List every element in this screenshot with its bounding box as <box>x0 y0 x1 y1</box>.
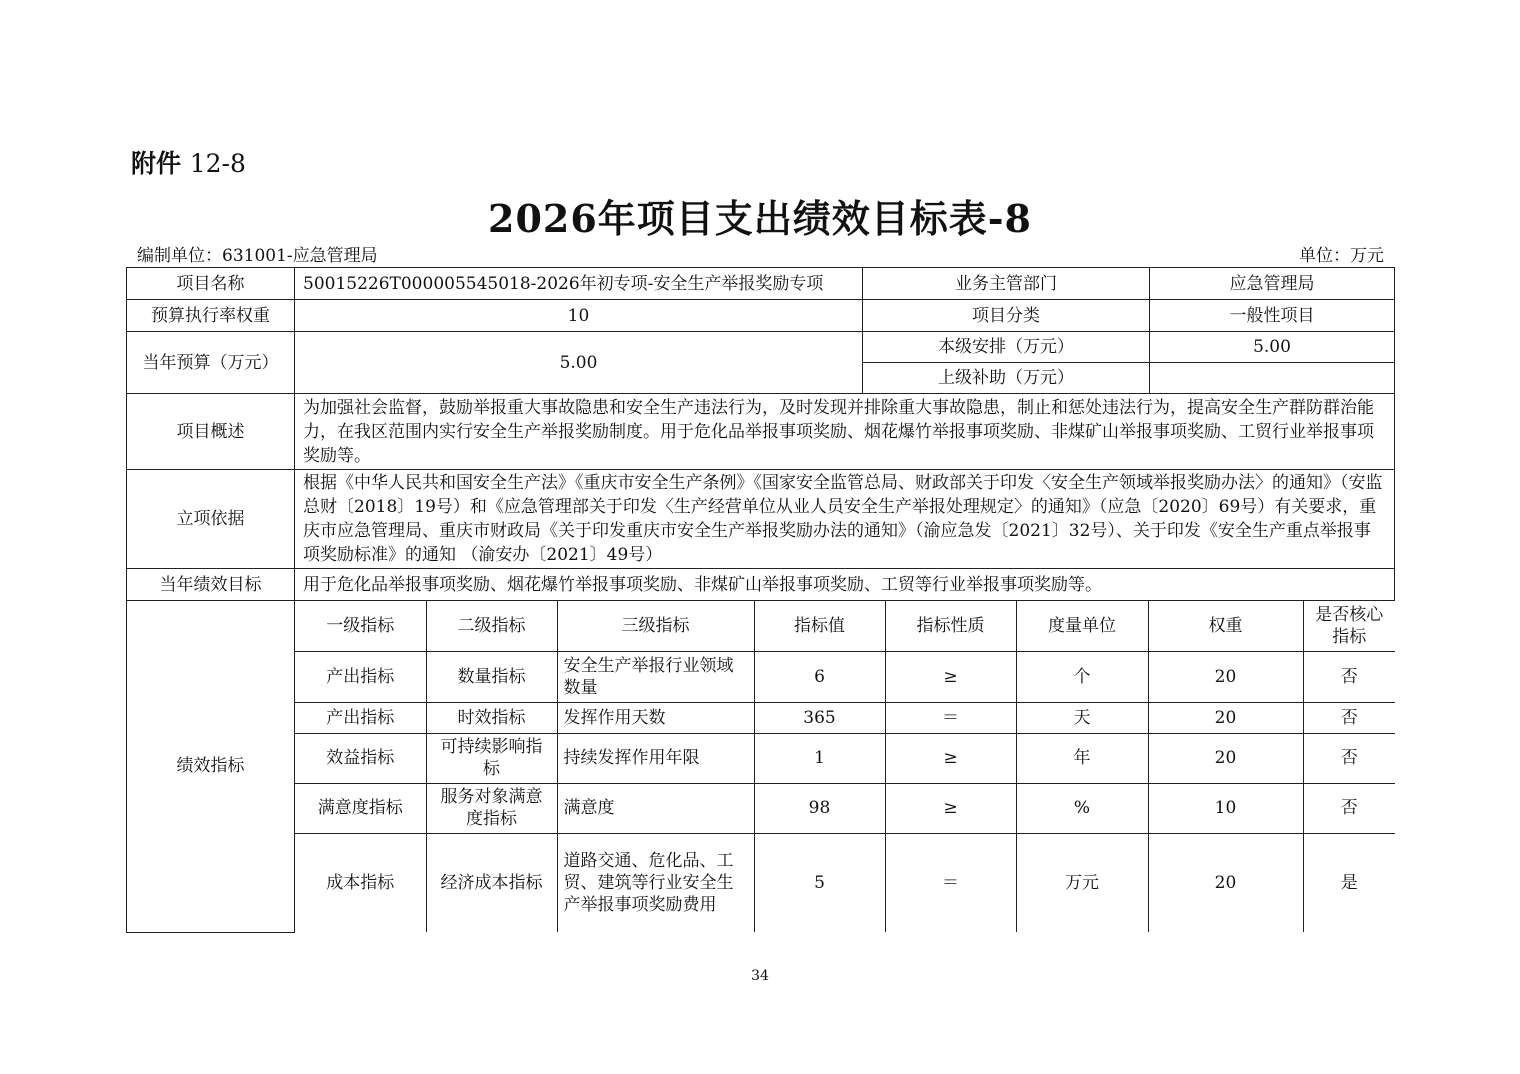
indicator-header-row <box>295 601 1395 651</box>
cell-core: 否 <box>1303 702 1395 733</box>
attachment-label <box>131 144 246 180</box>
cell-level1: 满意度指标 <box>295 783 426 833</box>
compiling-unit: 编制单位：631001-应急管理局 <box>137 246 378 266</box>
basis-text: 根据《中华人民共和国安全生产法》《重庆市安全生产条例》《国家安全监管总局、财政部关于印发〈安全生产领域举报奖励办法〉的通知》（安监总财〔2018〕19号）和《应急管理部关于印发〈生产经营单位从业人员安全生产举报处理规定〉的通知》（应急〔2020〕69号）有关要求，重庆市应急管理局、重庆市财政局《关于印发重庆市安全生产举报奖励办法的通知》（渝应急发〔2021〕32号）、关于印发《安全生产重点举报事项奖励标准》的通知 （渝安办〔2021〕49号） <box>295 470 1395 569</box>
cell-unit: 年 <box>1016 733 1148 783</box>
upper-label: 上级补助（万元） <box>863 363 1150 394</box>
cell-level1: 成本指标 <box>295 833 426 932</box>
local-label: 本级安排（万元） <box>863 332 1150 363</box>
cell-level2: 可持续影响指标 <box>426 733 557 783</box>
header-level3: 三级指标 <box>557 601 754 651</box>
local-value: 5.00 <box>1150 332 1395 363</box>
cell-value: 1 <box>754 733 885 783</box>
goal-text: 用于危化品举报事项奖励、烟花爆竹举报事项奖励、非煤矿山举报事项奖励、工贸等行业举报事项奖励等。 <box>295 569 1395 601</box>
cell-nature: ＝ <box>885 702 1016 733</box>
table-row <box>295 833 1395 932</box>
attachment-text: 附件 <box>131 149 182 178</box>
cell-value: 98 <box>754 783 885 833</box>
header-level1: 一级指标 <box>295 601 426 651</box>
page-number: 34 <box>751 968 769 984</box>
performance-target-table <box>126 267 1395 933</box>
dept-value: 应急管理局 <box>1150 268 1395 300</box>
cell-core: 否 <box>1303 651 1395 702</box>
overview-label: 项目概述 <box>127 394 295 470</box>
cell-level1: 效益指标 <box>295 733 426 783</box>
header-weight: 权重 <box>1148 601 1303 651</box>
header-core: 是否核心指标 <box>1303 601 1395 651</box>
cell-level2: 服务对象满意度指标 <box>426 783 557 833</box>
cell-value: 6 <box>754 651 885 702</box>
cell-nature: ≥ <box>885 651 1016 702</box>
header-value: 指标值 <box>754 601 885 651</box>
weight-value: 10 <box>295 300 863 332</box>
cell-unit: 天 <box>1016 702 1148 733</box>
performance-section-label: 绩效指标 <box>127 601 295 933</box>
goal-label: 当年绩效目标 <box>127 569 295 601</box>
page-title: 2026年项目支出绩效目标表-8 <box>488 196 1032 241</box>
category-label: 项目分类 <box>863 300 1150 332</box>
cell-level3: 满意度 <box>557 783 754 833</box>
table-row <box>295 783 1395 833</box>
cell-nature: ≥ <box>885 733 1016 783</box>
cell-weight: 20 <box>1148 833 1303 932</box>
project-name-label: 项目名称 <box>127 268 295 300</box>
table-row <box>295 702 1395 733</box>
cell-level3: 道路交通、危化品、工贸、建筑等行业安全生产举报事项奖励费用 <box>557 833 754 932</box>
cell-level2: 经济成本指标 <box>426 833 557 932</box>
cell-core: 否 <box>1303 733 1395 783</box>
performance-indicator-table <box>295 601 1395 932</box>
cell-nature: ≥ <box>885 783 1016 833</box>
table-row <box>295 651 1395 702</box>
cell-weight: 20 <box>1148 702 1303 733</box>
cell-value: 365 <box>754 702 885 733</box>
cell-unit: 个 <box>1016 651 1148 702</box>
cell-weight: 10 <box>1148 783 1303 833</box>
cell-core: 是 <box>1303 833 1395 932</box>
cell-level3: 发挥作用天数 <box>557 702 754 733</box>
cell-level3: 安全生产举报行业领域数量 <box>557 651 754 702</box>
cell-level2: 时效指标 <box>426 702 557 733</box>
weight-label: 预算执行率权重 <box>127 300 295 332</box>
cell-level1: 产出指标 <box>295 651 426 702</box>
project-name-value: 50015226T000005545018-2026年初专项-安全生产举报奖励专项 <box>295 268 863 300</box>
attachment-number: 12-8 <box>189 149 246 178</box>
header-unit: 度量单位 <box>1016 601 1148 651</box>
budget-label: 当年预算（万元） <box>127 332 295 394</box>
header-level2: 二级指标 <box>426 601 557 651</box>
cell-value: 5 <box>754 833 885 932</box>
cell-weight: 20 <box>1148 733 1303 783</box>
cell-nature: ＝ <box>885 833 1016 932</box>
cell-weight: 20 <box>1148 651 1303 702</box>
cell-level1: 产出指标 <box>295 702 426 733</box>
upper-value <box>1150 363 1395 394</box>
cell-unit: 万元 <box>1016 833 1148 932</box>
currency-unit: 单位：万元 <box>1299 246 1384 266</box>
cell-level3: 持续发挥作用年限 <box>557 733 754 783</box>
dept-label: 业务主管部门 <box>863 268 1150 300</box>
budget-value: 5.00 <box>295 332 863 394</box>
category-value: 一般性项目 <box>1150 300 1395 332</box>
table-row <box>295 733 1395 783</box>
header-nature: 指标性质 <box>885 601 1016 651</box>
basis-label: 立项依据 <box>127 470 295 569</box>
cell-unit: % <box>1016 783 1148 833</box>
cell-core: 否 <box>1303 783 1395 833</box>
cell-level2: 数量指标 <box>426 651 557 702</box>
performance-grid-cell <box>295 601 1395 933</box>
overview-text: 为加强社会监督，鼓励举报重大事故隐患和安全生产违法行为，及时发现并排除重大事故隐患，制止和惩处违法行为，提高安全生产群防群治能力，在我区范围内实行安全生产举报奖励制度。用于危化品举报事项奖励、烟花爆竹举报事项奖励、非煤矿山举报事项奖励、工贸行业举报事项奖励等。 <box>295 394 1395 470</box>
